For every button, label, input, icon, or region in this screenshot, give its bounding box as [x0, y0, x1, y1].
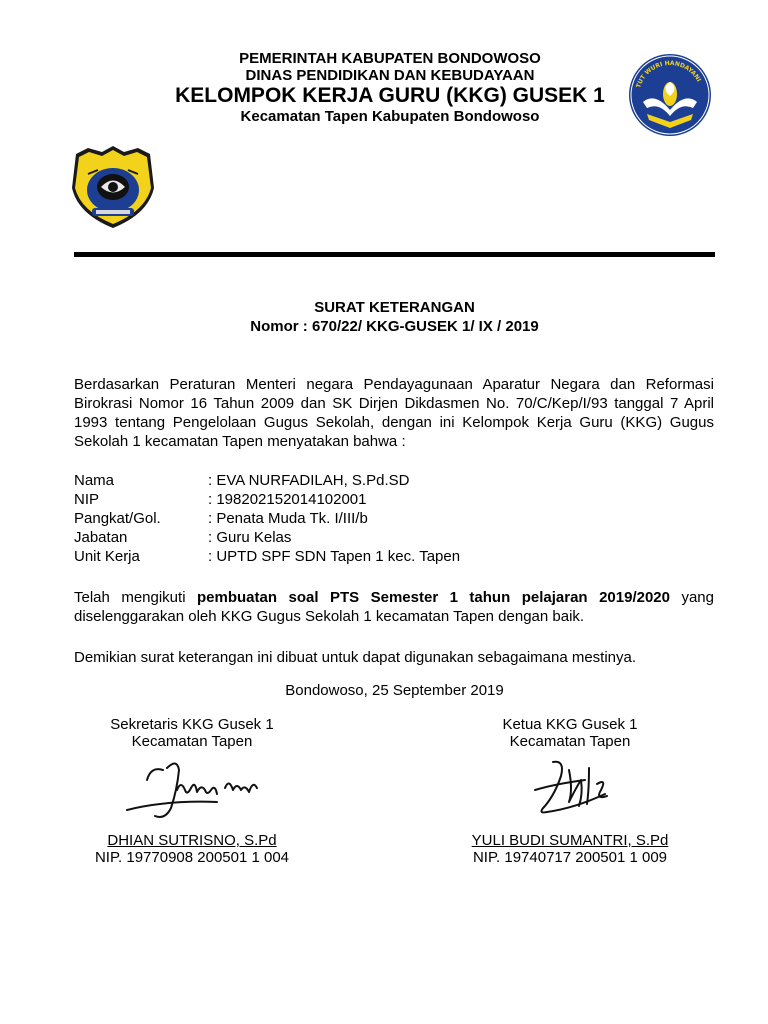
letterhead-department: DINAS PENDIDIKAN DAN KEBUDAYAAN — [245, 67, 535, 84]
document-title: SURAT KETERANGAN — [314, 299, 475, 316]
participation-activity: pembuatan soal PTS Semester 1 tahun pelajaran 2019/2020 — [197, 589, 670, 606]
signer-role: Ketua KKG Gusek 1 — [502, 716, 638, 733]
participation-lead: Telah mengikuti — [74, 589, 197, 606]
signer-nip: NIP. 19740717 200501 1 009 — [472, 849, 668, 866]
signer-area: Kecamatan Tapen — [131, 733, 253, 750]
field-label-pangkat: Pangkat/Gol. — [74, 510, 161, 527]
handwritten-signature-chair — [485, 750, 655, 832]
field-label-unit-kerja: Unit Kerja — [74, 548, 140, 565]
signature-block-chair — [440, 716, 700, 866]
letterhead-government: PEMERINTAH KABUPATEN BONDOWOSO — [239, 50, 541, 67]
signer-area: Kecamatan Tapen — [509, 733, 631, 750]
handwritten-signature-secretary — [107, 750, 277, 832]
field-value-unit-kerja: : UPTD SPF SDN Tapen 1 kec. Tapen — [208, 548, 461, 565]
bondowoso-regency-emblem — [68, 144, 158, 230]
field-value-nama: : EVA NURFADILAH, S.Pd.SD — [208, 472, 410, 489]
field-label-nip: NIP — [74, 491, 100, 508]
letterhead-address: Kecamatan Tapen Kabupaten Bondowoso — [240, 108, 540, 125]
field-label-nama: Nama — [74, 472, 115, 489]
tut-wuri-handayani-emblem — [625, 52, 715, 138]
signer-name: YULI BUDI SUMANTRI, S.Pd — [471, 832, 669, 849]
signer-role: Sekretaris KKG Gusek 1 — [110, 716, 274, 733]
field-label-jabatan: Jabatan — [74, 529, 128, 546]
participation-paragraph — [74, 588, 714, 626]
field-value-pangkat: : Penata Muda Tk. I/III/b — [208, 510, 368, 527]
field-value-nip: : 198202152014102001 — [208, 491, 367, 508]
letterhead-organization: KELOMPOK KERJA GURU (KKG) GUSEK 1 — [175, 84, 605, 107]
field-value-jabatan: : Guru Kelas — [208, 529, 292, 546]
emblem-motto-text: TUT WURI HANDAYANI — [635, 59, 703, 89]
signature-block-secretary — [62, 716, 322, 866]
document-number: Nomor : 670/22/ KKG-GUSEK 1/ IX / 2019 — [250, 318, 539, 335]
closing-paragraph: Demikian surat keterangan ini dibuat untuk dapat digunakan sebagaimana mestinya. — [74, 649, 637, 666]
intro-paragraph: Berdasarkan Peraturan Menteri negara Pendayagunaan Aparatur Negara dan Reformasi Birokrasi Nomor 16 Tahun 2009 dan SK Dirjen Dikdasmen No. 70/C/Kep/I/93 tanggal 7 April 1993 tentang Pengelolaan Gugus Sekolah, dengan ini Kelompok Kerja Guru (KKG) Gugus Sekolah 1 kecamatan Tapen menyatakan bahwa : — [74, 376, 714, 450]
letterhead-divider — [74, 252, 715, 257]
signer-nip: NIP. 19770908 200501 1 004 — [94, 849, 290, 866]
signer-name: DHIAN SUTRISNO, S.Pd — [107, 832, 277, 849]
participation-tail: yang diselenggarakan oleh KKG Gugus Sekolah 1 kecamatan Tapen dengan baik. — [74, 589, 714, 625]
place-date: Bondowoso, 25 September 2019 — [285, 682, 504, 699]
